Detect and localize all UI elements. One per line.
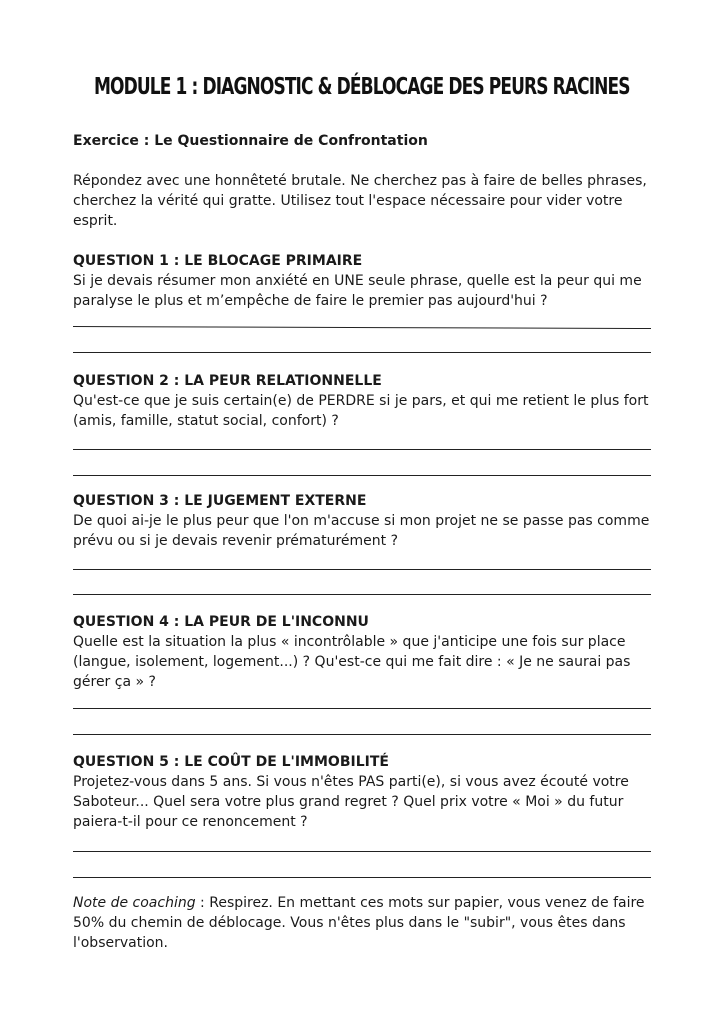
question-4-heading: QUESTION 4 : LA PEUR DE L'INCONNU <box>73 614 369 630</box>
question-5-heading: QUESTION 5 : LE COÛT DE L'IMMOBILITÉ <box>73 754 389 770</box>
answer-line-3a <box>73 569 651 570</box>
answer-line-1a <box>73 326 651 329</box>
answer-line-2b <box>73 475 651 476</box>
answer-line-5b <box>73 877 651 878</box>
question-3-heading: QUESTION 3 : LE JUGEMENT EXTERNE <box>73 493 367 509</box>
question-5 <box>73 752 653 832</box>
page-title: MODULE 1 : DIAGNOSTIC & DÉBLOCAGE DES PEURS RACINES <box>93 74 630 100</box>
answer-line-2a <box>73 449 651 450</box>
exercise-title: Exercice : Le Questionnaire de Confrontation <box>73 133 428 149</box>
answer-line-3b <box>73 594 651 595</box>
question-5-text: Projetez-vous dans 5 ans. Si vous n'êtes PAS parti(e), si vous avez écouté votre Saboteur... Quel sera votre plus grand regret ? Quel prix votre « Moi » du futur paiera-t-il pour ce renoncement ? <box>73 774 629 830</box>
question-2 <box>73 371 653 431</box>
question-2-heading: QUESTION 2 : LA PEUR RELATIONNELLE <box>73 373 382 389</box>
answer-line-1b <box>73 352 651 353</box>
answer-line-5a <box>73 851 651 852</box>
coaching-note <box>73 893 653 953</box>
question-4 <box>73 612 653 692</box>
intro-paragraph: Répondez avec une honnêteté brutale. Ne cherchez pas à faire de belles phrases, cherchez la vérité qui gratte. Utilisez tout l'espace nécessaire pour vider votre esprit. <box>73 173 647 229</box>
question-1-text: Si je devais résumer mon anxiété en UNE seule phrase, quelle est la peur qui me paralyse le plus et m’empêche de faire le premier pas aujourd'hui ? <box>73 273 642 309</box>
question-3 <box>73 491 653 551</box>
question-3-text: De quoi ai-je le plus peur que l'on m'accuse si mon projet ne se passe pas comme prévu ou si je devais revenir prématurément ? <box>73 513 650 549</box>
question-4-text: Quelle est la situation la plus « incontrôlable » que j'anticipe une fois sur place (langue, isolement, logement...) ? Qu'est-ce qui me fait dire : « Je ne saurai pas gérer ça » ? <box>73 634 631 690</box>
coaching-note-text: : Respirez. En mettant ces mots sur papier, vous venez de faire 50% du chemin de déblocage. Vous n'êtes plus dans le "subir", vous êtes dans l'observation. <box>73 895 645 951</box>
coaching-note-label: Note de coaching <box>73 895 196 911</box>
answer-line-4a <box>73 708 651 709</box>
question-1-heading: QUESTION 1 : LE BLOCAGE PRIMAIRE <box>73 253 363 269</box>
question-2-text: Qu'est-ce que je suis certain(e) de PERDRE si je pars, et qui me retient le plus fort (amis, famille, statut social, confort) ? <box>73 393 649 429</box>
question-1 <box>73 251 653 311</box>
answer-line-4b <box>73 734 651 735</box>
